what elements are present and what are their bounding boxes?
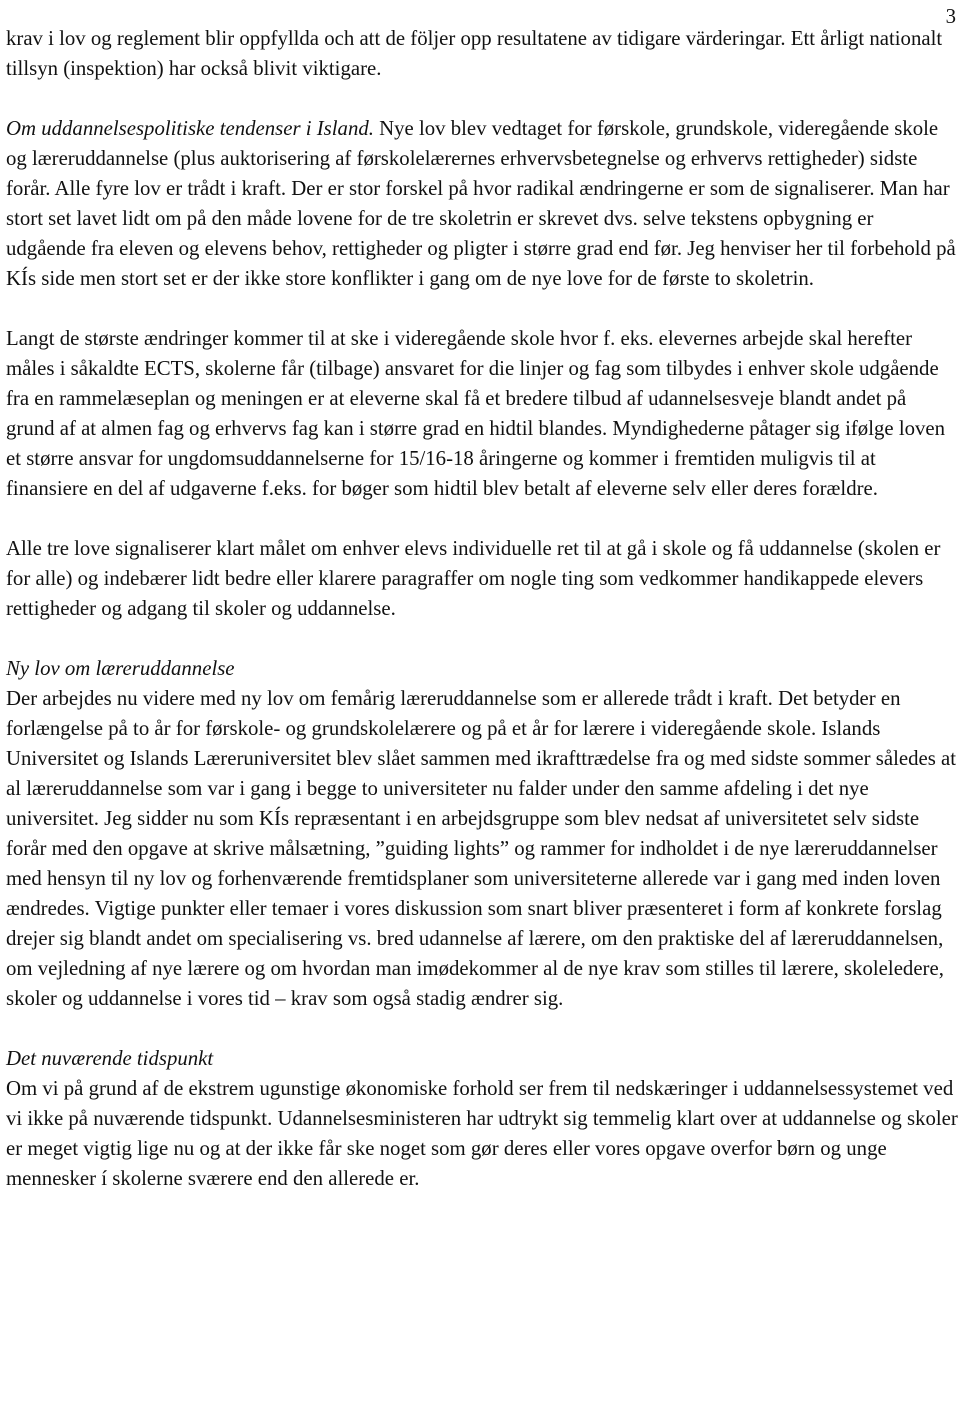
- paragraph-three-laws: Alle tre love signaliserer klart målet om enhver elevs individuelle ret til at gå i skole og få uddannelse (skolen er for alle) og indebærer lidt bedre eller klarere paragraffer om nogle ting som vedkommer handikappede elevers rettigheder og adgang til skoler og uddannelse.: [6, 537, 941, 620]
- paragraph-teacher-education: [6, 654, 958, 1014]
- paragraph-current-time-text: Om vi på grund af de ekstrem ugunstige økonomiske forhold ser frem til nedskæringer i uddannelsessystemet ved vi ikke på nuværende tidspunkt. Udannelsesministeren har udtrykt sig temmelig klart over at uddannelse og skoler er meget vigtig lige nu og at der ikke får ske noget som gør deres eller vores opgave overfor børn og unge mennesker í skolerne sværere end den allerede er.: [6, 1077, 958, 1190]
- document-body: [6, 24, 958, 1224]
- page-number: 3: [945, 5, 956, 28]
- paragraph-iceland-trends: [6, 114, 958, 294]
- paragraph-intro-continuation: krav i lov og reglement blir oppfyllda och att de följer opp resultatene av tidigare värderingar. Ett årligt nationalt tillsyn (inspektion) har också blivit viktigare.: [6, 27, 943, 80]
- paragraph-upper-secondary-changes: Langt de største ændringer kommer til at ske i videregående skole hvor f. eks. elevernes arbejde skal herefter måles i såkaldte ECTS, skolerne får (tilbage) ansvaret for die linjer og fag som tilbydes i enhver skole udgående fra en rammelæseplan og meningen er at eleverne skal få et bredere tilbud af udannelsesveje blandt andet på grund af at almen fag og erhvervs fag kan i større grad en hidtil blandes. Myndighederne påtager sig ifølge loven et større ansvar for ungdomsuddannelserne for 15/16-18 åringerne og kommer i fremtiden muligvis til at finansiere en del af udgaverne f.eks. for bøger som hidtil blev betalt af eleverne selv eller deres forældre.: [6, 327, 946, 500]
- paragraph-current-time: [6, 1044, 958, 1194]
- paragraph-teacher-education-text: Der arbejdes nu videre med ny lov om femårig læreruddannelse som er allerede trådt i kraft. Det betyder en forlængelse på to år for førskole- og grundskolelærere og på et år for lærere i videregående skole. Islands Universitet og Islands Læreruniversitet blev slået sammen med ikrafttrædelse fra og med sidste sommer således at al læreruddannelse som var i gang i begge to universiteter nu falder under den samme afdeling i det nye universitet. Jeg sidder nu som KÍs repræsentant i en arbejdsgruppe som blev nedsat af universitetet selv sidste forår med den opgave at skrive målsætning, ”guiding lights” og rammer for indholdet i de nye læreruddannelser med hensyn til ny lov og forhenværende fremtidsplaner som universiteterne allerede var i gang med inden loven ændredes. Vigtige punkter eller temaer i vores diskussion som snart bliver præsenteret i form af konkrete forslag drejer sig blandt andet om specialisering vs. bred udannelse af lærere, om den praktiske del af læreruddannelsen, om vejledning af nye lærere og om hvordan man imødekommer al de nye krav som stilles til lærere, skoleledere, skoler og uddannelse i vores tid – krav som også stadig ændrer sig.: [6, 687, 957, 1010]
- paragraph-iceland-trends-text: Nye lov blev vedtaget for førskole, grundskole, videregående skole og læreruddannelse (plus auktorisering af førskolelærernes erhvervsbetegnelse og erhvervs rettigheder) sidste forår. Alle fyre lov er trådt i kraft. Der er stor forskel på hvor radikal ændringerne er som de signaliserer. Man har stort set lavet lidt om på den måde lovene for de tre skoletrin er skrevet dvs. selve tekstens opbygning er udgående fra eleven og elevens behov, rettigheder og pligter i større grad end før. Jeg henviser her til forbehold på KÍs side men stort set er der ikke store konflikter i gang om de nye love for de første to skoletrin.: [6, 117, 956, 290]
- section-heading-teacher-education: Ny lov om læreruddannelse: [6, 657, 235, 680]
- section-heading-current-time: Det nuværende tidspunkt: [6, 1047, 214, 1070]
- section-heading-iceland-trends: Om uddannelsespolitiske tendenser i Island.: [6, 117, 374, 140]
